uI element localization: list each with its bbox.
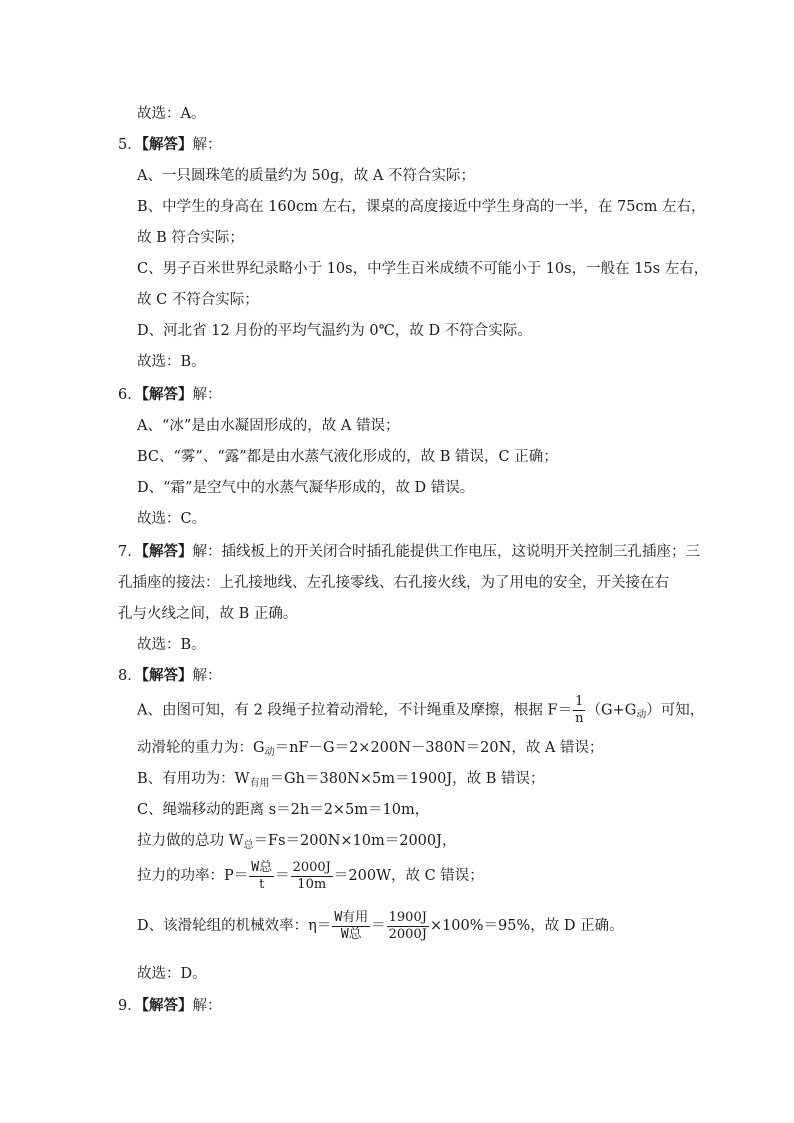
fraction-numerator: 2000J [292, 859, 331, 875]
fraction-denominator: 2000J [388, 926, 427, 942]
q8-option-c-line3 [137, 858, 484, 894]
q5-option-d: D、河北省 12 月份的平均气温约为 0℃，故 D 不符合实际。 [137, 323, 532, 339]
equals-sign: ＝ [275, 868, 290, 884]
q7-text-1: 解：插线板上的开关闭合时插孔能提供工作电压，这说明开关控制三孔插座；三 [192, 544, 700, 560]
q6-option-d: D、“霜”是空气中的水蒸气凝华形成的，故 D 错误。 [137, 480, 475, 496]
q7-line3: 孔与火线之间，故 B 正确。 [118, 606, 298, 622]
q8-c2-subscript: 总 [243, 840, 254, 851]
q5-option-a: A、一只圆珠笔的质量约为 50g，故 A 不符合实际； [137, 168, 476, 184]
fraction-denominator: 10m [297, 876, 327, 892]
q5-option-b-line2: 故 B 符合实际； [137, 230, 244, 246]
q8-b-post: ＝Gh＝380N×5m＝1900J，故 B 错误； [269, 771, 545, 787]
q7-choice: 故选：B。 [137, 637, 206, 653]
fraction-power-2 [291, 860, 333, 893]
q8-a2-post: ＝nF－G＝2×200N－380N＝20N，故 A 错误； [274, 740, 604, 756]
q5-choice: 故选：B。 [137, 354, 206, 370]
fraction-numerator: 1900J [388, 909, 427, 925]
q7-line1 [118, 542, 700, 562]
q6-header [118, 385, 221, 405]
q5-head: 解： [192, 137, 222, 153]
q8-a2-pre: 动滑轮的重力为：G [137, 740, 265, 756]
q6-head: 解： [192, 387, 222, 403]
q5-header [118, 135, 221, 155]
fraction-denominator: t [259, 876, 265, 892]
q8-head: 解： [192, 668, 222, 684]
q8-b-pre: B、有用功为：W [137, 771, 250, 787]
q8-d-pre: D、该滑轮组的机械效率：η＝ [137, 918, 332, 934]
q8-b-subscript: 有用 [249, 778, 270, 789]
q8-choice: 故选：D。 [137, 966, 207, 982]
q8-c3-post: ＝200W，故 C 错误； [333, 868, 484, 884]
q8-number: 8． [118, 668, 142, 684]
fraction-efficiency-2 [387, 910, 429, 943]
q6-option-bc: BC、“雾”、“露”都是由水蒸气液化形成的，故 B 错误，C 正确； [137, 449, 558, 465]
q6-tag: 【解答】 [141, 386, 193, 403]
fraction-numerator: 1 [573, 694, 585, 711]
q9-number: 9． [118, 998, 142, 1014]
q7-line2: 孔插座的接法：上孔接地线、左孔接零线、右孔接火线，为了用电的安全，开关接在右 [118, 575, 669, 591]
q5-tag: 【解答】 [141, 136, 193, 153]
q8-option-a-line1 [137, 694, 704, 732]
fraction-denominator: W总 [340, 926, 362, 942]
equals-sign: ＝ [371, 918, 386, 934]
fraction-one-over-n [573, 694, 585, 727]
q8-option-c-line2 [137, 831, 456, 856]
fraction-denominator: n [575, 711, 584, 726]
q7-number: 7． [118, 544, 142, 560]
q8-c2-post: ＝Fs＝200N×10m＝2000J， [253, 833, 457, 849]
q8-header [118, 666, 221, 686]
q8-option-c-line1: C、绳端移动的距离 s＝2h＝2×5m＝10m， [137, 802, 430, 818]
q8-a-subscript: 动 [636, 709, 647, 721]
q8-a2-subscript: 动 [264, 747, 275, 758]
q6-option-a: A、“冰”是由水凝固形成的，故 A 错误； [137, 418, 400, 434]
q9-head: 解： [192, 998, 222, 1014]
q8-option-a-line2 [137, 738, 604, 763]
q8-a-mid: （G+G [586, 702, 637, 719]
q8-c3-pre: 拉力的功率：P＝ [137, 868, 249, 884]
q5-option-c-line2: 故 C 不符合实际； [137, 292, 259, 308]
q8-option-b [137, 769, 545, 794]
q6-choice: 故选：C。 [137, 511, 207, 527]
q6-number: 6． [118, 387, 142, 403]
fraction-power-1 [249, 860, 274, 893]
q7-tag: 【解答】 [141, 543, 193, 560]
fraction-efficiency-1 [332, 910, 370, 943]
q5-option-b-line1: B、中学生的身高在 160cm 左右，课桌的高度接近中学生身高的一半，在 75cm 左右， [137, 199, 706, 215]
q8-tag: 【解答】 [141, 667, 193, 684]
fraction-numerator: W有用 [334, 909, 369, 925]
q9-header [118, 996, 221, 1016]
q9-tag: 【解答】 [141, 997, 193, 1014]
q4-choice: 故选：A。 [137, 106, 206, 122]
q5-option-c-line1: C、男子百米世界纪录略小于 10s，中学生百米成绩不可能小于 10s，一般在 15s 左右， [137, 261, 709, 277]
q8-c2-pre: 拉力做的总功 W [137, 833, 244, 849]
q8-d-post: ×100%＝95%，故 D 正确。 [429, 918, 624, 934]
q8-a-post: ）可知， [646, 702, 705, 719]
q8-option-d [137, 908, 624, 944]
q5-number: 5． [118, 137, 142, 153]
q8-a-pre: A、由图可知，有 2 段绳子拉着动滑轮，不计绳重及摩擦，根据 F＝ [137, 702, 573, 719]
fraction-numerator: W总 [251, 859, 273, 875]
